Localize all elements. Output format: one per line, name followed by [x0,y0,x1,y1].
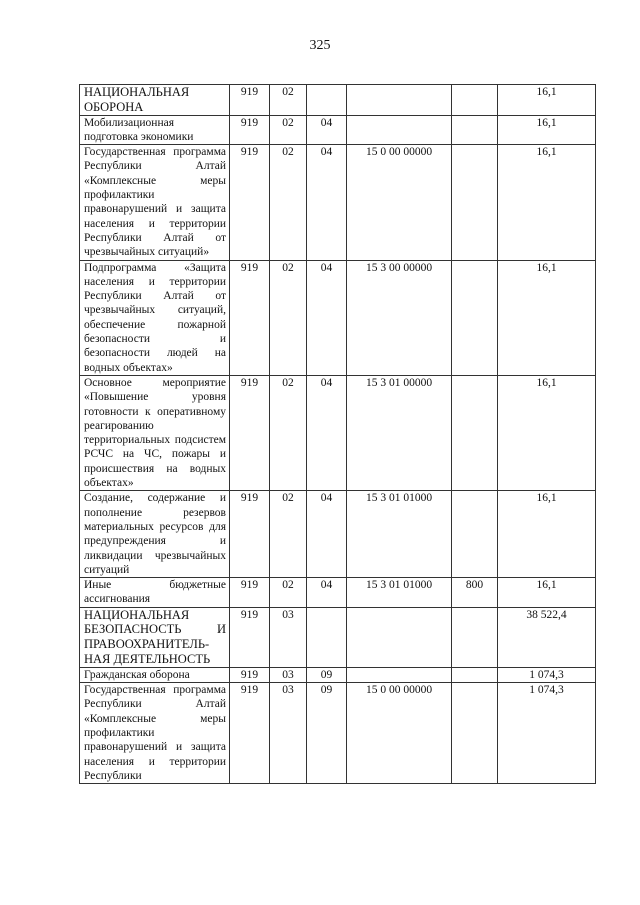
row-name-cell: Основное мероприятие «Повышение уровня готовности к оперативному реагированию территориальных подсистем РСЧС на ЧС, пожары и происшествия на водных объектах» [80,375,230,490]
expense-type-cell [452,260,498,375]
subsection-cell: 04 [307,260,347,375]
section-cell: 03 [270,683,307,784]
ministry-code-cell: 919 [230,607,270,667]
table-row [80,607,596,667]
row-name-cell: Иные бюджетные ассигнования [80,578,230,608]
target-article-cell: 15 0 00 00000 [347,145,452,260]
subsection-cell [307,85,347,116]
amount-cell: 1 074,3 [498,667,596,682]
row-name-cell: НАЦИОНАЛЬНАЯ ОБОРОНА [80,85,230,116]
target-article-cell: 15 3 00 00000 [347,260,452,375]
ministry-code-cell: 919 [230,115,270,145]
ministry-code-cell: 919 [230,85,270,116]
amount-cell: 16,1 [498,491,596,578]
ministry-code-cell: 919 [230,145,270,260]
table-row [80,115,596,145]
section-cell: 03 [270,667,307,682]
subsection-cell: 04 [307,578,347,608]
expense-type-cell [452,667,498,682]
target-article-cell: 15 0 00 00000 [347,683,452,784]
subsection-cell: 04 [307,491,347,578]
amount-cell: 16,1 [498,375,596,490]
section-cell: 02 [270,375,307,490]
ministry-code-cell: 919 [230,667,270,682]
expense-type-cell [452,115,498,145]
table-row [80,375,596,490]
ministry-code-cell: 919 [230,375,270,490]
subsection-cell [307,607,347,667]
expense-type-cell [452,145,498,260]
subsection-cell: 09 [307,683,347,784]
target-article-cell [347,115,452,145]
budget-table [79,84,596,784]
subsection-cell: 04 [307,145,347,260]
subsection-cell: 09 [307,667,347,682]
amount-cell: 1 074,3 [498,683,596,784]
table-row [80,578,596,608]
amount-cell: 16,1 [498,260,596,375]
ministry-code-cell: 919 [230,491,270,578]
target-article-cell: 15 3 01 01000 [347,578,452,608]
expense-type-cell [452,375,498,490]
table-row [80,667,596,682]
section-cell: 02 [270,260,307,375]
target-article-cell [347,667,452,682]
ministry-code-cell: 919 [230,260,270,375]
amount-cell: 16,1 [498,578,596,608]
page-number: 325 [309,38,331,53]
target-article-cell: 15 3 01 01000 [347,491,452,578]
target-article-cell [347,607,452,667]
amount-cell: 16,1 [498,85,596,116]
table-row [80,491,596,578]
table-row [80,85,596,116]
subsection-cell: 04 [307,115,347,145]
row-name-cell: НАЦИОНАЛЬНАЯ БЕЗОПАСНОСТЬ И ПРАВООХРАНИТЕЛЬ-НАЯ ДЕЯТЕЛЬНОСТЬ [80,607,230,667]
expense-type-cell [452,683,498,784]
table-row [80,260,596,375]
section-cell: 02 [270,145,307,260]
subsection-cell: 04 [307,375,347,490]
table-row [80,683,596,784]
section-cell: 02 [270,115,307,145]
row-name-cell: Подпрограмма «Защита населения и территории Республики Алтай от чрезвычайных ситуаций, обеспечение пожарной безопасности и безопасности людей на водных объектах» [80,260,230,375]
row-name-cell: Государственная программа Республики Алтай «Комплексные меры профилактики правонарушений и защита населения и территории Республики [80,683,230,784]
row-name-cell: Создание, содержание и пополнение резервов материальных ресурсов для предупреждения и ликвидации чрезвычайных ситуаций [80,491,230,578]
amount-cell: 16,1 [498,145,596,260]
budget-table-body [80,85,596,784]
section-cell: 02 [270,85,307,116]
target-article-cell: 15 3 01 00000 [347,375,452,490]
row-name-cell: Государственная программа Республики Алтай «Комплексные меры профилактики правонарушений и защита населения и территории Республики Алтай от чрезвычайных ситуаций» [80,145,230,260]
expense-type-cell: 800 [452,578,498,608]
amount-cell: 16,1 [498,115,596,145]
section-cell: 03 [270,607,307,667]
section-cell: 02 [270,578,307,608]
expense-type-cell [452,607,498,667]
section-cell: 02 [270,491,307,578]
amount-cell: 38 522,4 [498,607,596,667]
expense-type-cell [452,85,498,116]
expense-type-cell [452,491,498,578]
ministry-code-cell: 919 [230,578,270,608]
table-row [80,145,596,260]
row-name-cell: Мобилизационная подготовка экономики [80,115,230,145]
row-name-cell: Гражданская оборона [80,667,230,682]
target-article-cell [347,85,452,116]
ministry-code-cell: 919 [230,683,270,784]
